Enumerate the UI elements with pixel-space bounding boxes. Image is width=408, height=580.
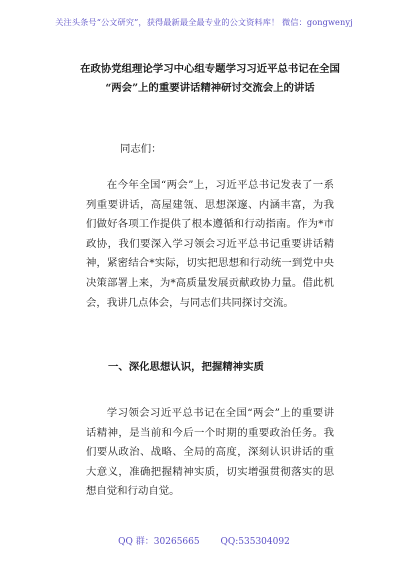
section-heading-1: 一、深化思想认识，把握精神实质 [108,361,264,373]
salutation: 同志们： [120,143,162,155]
title-line-1: 在政协党组理论学习中心组专题学习习近平总书记在全国 [80,63,340,75]
title-line-2: “两会”上的重要讲话精神研讨交流会上的讲话 [105,82,315,94]
paragraph-2: 学习领会习近平总书记在全国“两会”上的重要讲话精神，是当前和今后一个时期的重要政治任务。我们要从政治、战略、全局的高度，深刻认识讲话的重大意义，准确把握精神实质，切实增强贯彻落实的思想自觉和行动自觉。 [86,407,334,498]
document-title [60,60,360,98]
paragraph-1: 在今年全国“两会”上，习近平总书记发表了一系列重要讲话，高屋建瓴、思想深邃、内涵丰富，为我们做好各项工作提供了根本遵循和行动指南。作为*市政协，我们要深入学习领会习近平总书记重要讲话精神，紧密结合*实际，切实把思想和行动统一到党中央决策部署上来，为*高质量发展贡献政协力量。借此机会，我讲几点体会，与同志们共同探讨交流。 [86,179,334,309]
footer-qq: QQ:535304092 [220,537,290,547]
header-banner: 关注头条号“公文研究”，获得最新最全最专业的公文资料库！ 微信：gongwenyj [55,17,353,27]
footer-qq-group: QQ 群：30265665 [118,537,200,547]
footer-contact [0,534,408,547]
